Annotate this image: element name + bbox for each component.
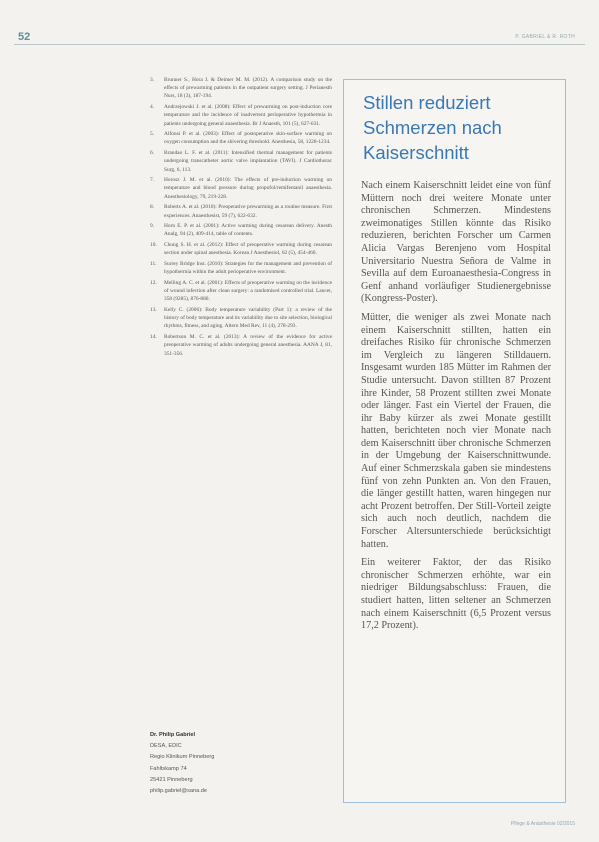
sidebar-paragraph: Ein weiterer Faktor, der das Risiko chronischer Schmerzen erhöhte, war ein niedriger Bildungsabschluss: Frauen, die studiert hatten, litten seltener an Schmerzen nach einem Kaiserschnitt (6,5 Prozent versus 17,2 Prozent). bbox=[361, 557, 551, 632]
reference-number: 6. bbox=[150, 150, 155, 157]
reference-item bbox=[150, 333, 332, 358]
news-sidebar-box bbox=[343, 79, 566, 803]
reference-item bbox=[150, 203, 332, 219]
author-street: Fahltskamp 74 bbox=[150, 765, 187, 772]
reference-number: 11. bbox=[150, 261, 157, 268]
reference-text: Melling A. C. et al. (2001): Effects of preoperative warming on the incidence of wound infection after clean surgery: a randomised controlled trial. Lancet, 358 (9285), 876-880. bbox=[164, 279, 332, 303]
reference-number: 13. bbox=[150, 307, 157, 314]
page-footer: Pflege & Anästhesie 02/2015 bbox=[510, 821, 575, 827]
sidebar-paragraph: Nach einem Kaiserschnitt leidet eine von fünf Müttern noch drei weitere Monate unter chronischen Schmerzen. Mindestens zweimonatiges Stillen könnte das Risiko reduzieren, berichten Forscher um Carmen Alicia Vargas Berenjeno vom Hospital Universitario Nuestra Señora de Valme in Sevilla auf dem Euroanaesthesia-Congress in Genf anhand vorläufiger Studienergebnisse (Kongress-Poster). bbox=[361, 180, 551, 305]
reference-text: Horn E. P. et al. (2001): Active warming during cesarean delivery. Anesth Analg, 94 (2), 409-414, table of contents. bbox=[164, 223, 332, 238]
reference-item bbox=[150, 176, 332, 201]
author-title: DESA, EDIC bbox=[150, 743, 182, 750]
author-name: Dr. Philip Gabriel bbox=[150, 732, 196, 738]
reference-item bbox=[150, 76, 332, 101]
running-head: P. GABRIEL & R. ROTH bbox=[515, 34, 575, 40]
reference-item bbox=[150, 222, 332, 238]
reference-text: Kelly C. (2006): Body temperature variability (Part 1): a review of the history of body temperature and its variability due to site selection, biological rhythms, fitness, and aging. Altern Med Rev, 11 (4), 278-293. bbox=[164, 307, 332, 330]
reference-text: Surrey Bridge Inst. (2010): Strategies for the management and prevention of hypothermia within the adult perioperative environment. bbox=[164, 261, 332, 276]
reference-text: Chung S. H. et al. (2012): Effect of preoperative warming during cesarean section under spinal anesthesia. Korean J Anesthesiol, 62 (5), 454-460. bbox=[164, 242, 332, 257]
sidebar-body bbox=[361, 180, 551, 639]
reference-text: Horosz J. M. et al. (2010): The effects of pre-induction warming on temperature and blood pressure during propofol/remifentanil anaesthesia. Anesthesiology, 79, 219-228. bbox=[164, 177, 332, 200]
reference-number: 9. bbox=[150, 223, 155, 230]
reference-number: 8. bbox=[150, 204, 155, 211]
reference-number: 14. bbox=[150, 334, 157, 341]
reference-text: Andrzejowski J. et al. (2008): Effect of prewarming on post-induction core temperature and the incidence of inadvertent perioperative hypothermia in patients undergoing general anaesthesia. Br J Anaesth, 101 (5), 627-631. bbox=[164, 104, 332, 127]
header-rule bbox=[14, 30, 585, 45]
reference-number: 7. bbox=[150, 177, 155, 184]
author-email: philip.gabriel@sana.de bbox=[150, 788, 207, 795]
sidebar-paragraph: Mütter, die weniger als zwei Monate nach einem Kaiserschnitt stillten, hatten ein dreifaches Risiko für chronische Schmerzen im Vergleich zu längeren Stilldauern. Insgesamt wurden 185 Mütter im Rahmen der Studie untersucht. Davon stillten 87 Prozent ihre Kinder, 58 Prozent stillten zwei Monate oder länger. Fast ein Viertel der Frauen, die ihr Baby kürzer als zwei Monate gestillt hatten, berichteten noch vier Monate nach dem Kaiserschnitt über chronische Schmerzen in der Umgebung der Kaiserschnittwunde. Auf einer Schmerzskala gaben sie mindestens fünf von zehn Punkten an. Von den Frauen, die länger gestillt hatten, waren hingegen nur acht Prozent betroffen. Der Still-Vorteil zeigte sich auch noch deutlich, nachdem die Forscher Altersunterschiede berücksichtigt hatten. bbox=[361, 311, 551, 550]
reference-item bbox=[150, 260, 332, 276]
reference-text: Brandao L. F. et al. (2011): Intensified thermal management for patients undergoing transcatheter aortic valve implantation (TAVI). J Cardiothorac Surg, 6, 113. bbox=[164, 150, 332, 173]
sidebar-title: Stillen reduziert Schmerzen nach Kaiserschnitt bbox=[363, 92, 502, 163]
reference-text: Alfonsi P. et al. (2003): Effect of postoperative skin-surface warming on oxygen consumption and the shivering threshold. Anesthesia, 58, 1228-1234. bbox=[164, 131, 332, 146]
reference-item bbox=[150, 149, 332, 174]
author-info bbox=[150, 730, 335, 797]
reference-number: 4. bbox=[150, 104, 155, 111]
reference-item bbox=[150, 130, 332, 146]
reference-item bbox=[150, 103, 332, 128]
reference-item bbox=[150, 279, 332, 304]
reference-item bbox=[150, 306, 332, 331]
reference-number: 5. bbox=[150, 131, 155, 138]
page-number: 52 bbox=[18, 31, 31, 43]
reference-text: Brunner S., Hora J. & Deimer M. M. (2012). A comparison study on the effects of prewarming patients in the outpatient surgery setting. J Perianesth Nurs, 18 (3), 187-194. bbox=[164, 77, 332, 100]
reference-number: 12. bbox=[150, 279, 157, 286]
reference-text: Robertson M. C. et al. (2013): A review of the evidence for active preoperative warming of adults undergoing general anesthesia. AANA J, 81, 351-356. bbox=[164, 334, 332, 357]
reference-number: 10. bbox=[150, 242, 157, 249]
reference-item bbox=[150, 241, 332, 257]
author-city: 25421 Pinneberg bbox=[150, 776, 193, 783]
reference-list bbox=[150, 76, 332, 360]
reference-number: 3. bbox=[150, 77, 155, 83]
reference-text: Roberts A. et al. (2010): Preoperative prewarming as a routine measure. First experiences. Anaesthesist, 59 (7), 622-632. bbox=[164, 204, 332, 219]
author-institution: Regio Klinikum Pinneberg bbox=[150, 754, 215, 761]
